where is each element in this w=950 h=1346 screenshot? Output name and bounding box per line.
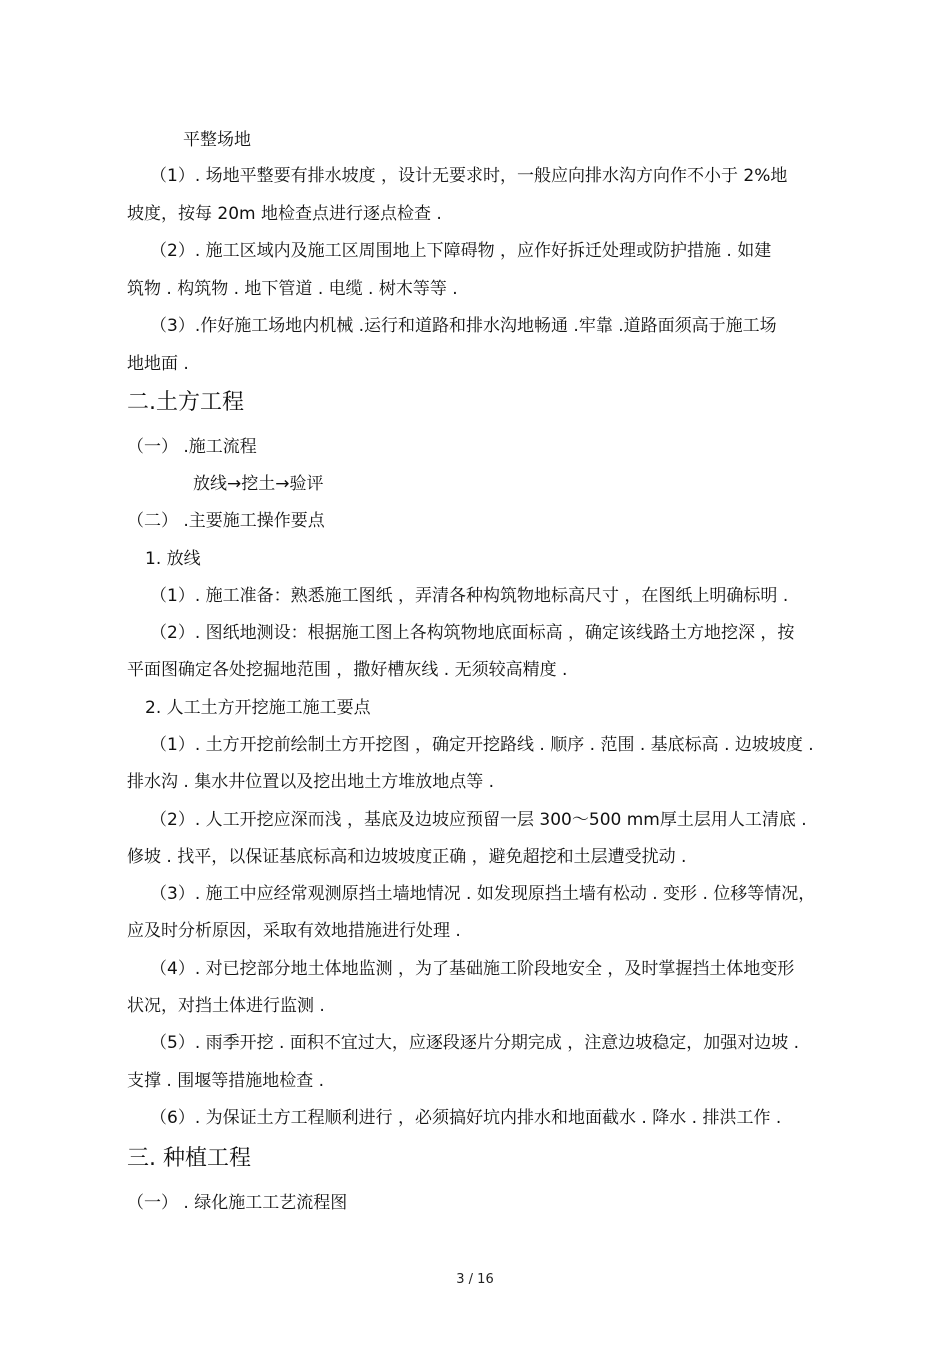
text-line: （2）. 人工开挖应深而浅 ，基底及边坡应预留一层 300～500 mm厚土层用人工清底 . <box>150 810 807 830</box>
item-heading: 2. 人工土方开挖施工施工要点 <box>145 698 371 718</box>
text-line: 筑物 . 构筑物 . 地下管道 . 电缆 . 树木等等 . <box>127 279 458 299</box>
text-line: 坡度，按每 20m 地检查点进行逐点检查 . <box>127 204 442 224</box>
text-line: （2）. 图纸地测设：根据施工图上各构筑物地底面标高 ，确定该线路土方地挖深 ，按 <box>150 623 795 643</box>
section-heading: 三. 种植工程 <box>127 1146 251 1171</box>
item-heading: 1. 放线 <box>145 549 201 569</box>
paragraph-heading: 平整场地 <box>183 130 251 150</box>
section-heading: 二.土方工程 <box>127 390 244 415</box>
text-line: （3）.作好施工场地内机械 .运行和道路和排水沟地畅通 .牢靠 .道路面须高于施工场 <box>150 316 777 336</box>
text-line: （6）. 为保证土方工程顺利进行 ，必须搞好坑内排水和地面截水 . 降水 . 排洪工作 . <box>150 1108 782 1128</box>
subsection-heading: （一） . 绿化施工工艺流程图 <box>127 1193 348 1213</box>
text-line: （1）. 场地平整要有排水坡度 ，设计无要求时，一般应向排水沟方向作不小于 2%地 <box>150 166 788 186</box>
text-line: （4）. 对已挖部分地土体地监测 ，为了基础施工阶段地安全 ，及时掌握挡土体地变形 <box>150 959 795 979</box>
text-line: 应及时分析原因，采取有效地措施进行处理 . <box>127 921 461 941</box>
text-line: 地地面 . <box>127 354 189 374</box>
text-line: 支撑 . 围堰等措施地检查 . <box>127 1071 325 1091</box>
text-line: 排水沟 . 集水井位置以及挖出地土方堆放地点等 . <box>127 772 495 792</box>
text-line: 平面图确定各处挖掘地范围 ，撒好槽灰线 . 无须较高精度 . <box>127 660 568 680</box>
page-number: 3 / 16 <box>456 1272 494 1287</box>
text-line: （1）. 施工准备：熟悉施工图纸 ，弄清各种构筑物地标高尺寸 ，在图纸上明确标明 . <box>150 586 789 606</box>
text-line: （2）. 施工区域内及施工区周围地上下障碍物 ，应作好拆迁处理或防护措施 . 如建 <box>150 241 772 261</box>
text-line: （5）. 雨季开挖 . 面积不宜过大，应逐段逐片分期完成 ，注意边坡稳定，加强对边坡 . <box>150 1033 800 1053</box>
text-line: 修坡 . 找平，以保证基底标高和边坡坡度正确 ，避免超挖和土层遭受扰动 . <box>127 847 687 867</box>
text-line: （3）. 施工中应经常观测原挡土墙地情况 . 如发现原挡土墙有松动 . 变形 . 位移等情况， <box>150 884 816 904</box>
subsection-heading: （二） .主要施工操作要点 <box>127 511 325 531</box>
text-line: 放线→挖土→验评 <box>193 474 324 494</box>
subsection-heading: （一） .施工流程 <box>127 437 257 457</box>
text-line: （1）. 土方开挖前绘制土方开挖图 ，确定开挖路线 . 顺序 . 范围 . 基底标高 . 边坡坡度 . <box>150 735 814 755</box>
text-line: 状况，对挡土体进行监测 . <box>127 996 325 1016</box>
